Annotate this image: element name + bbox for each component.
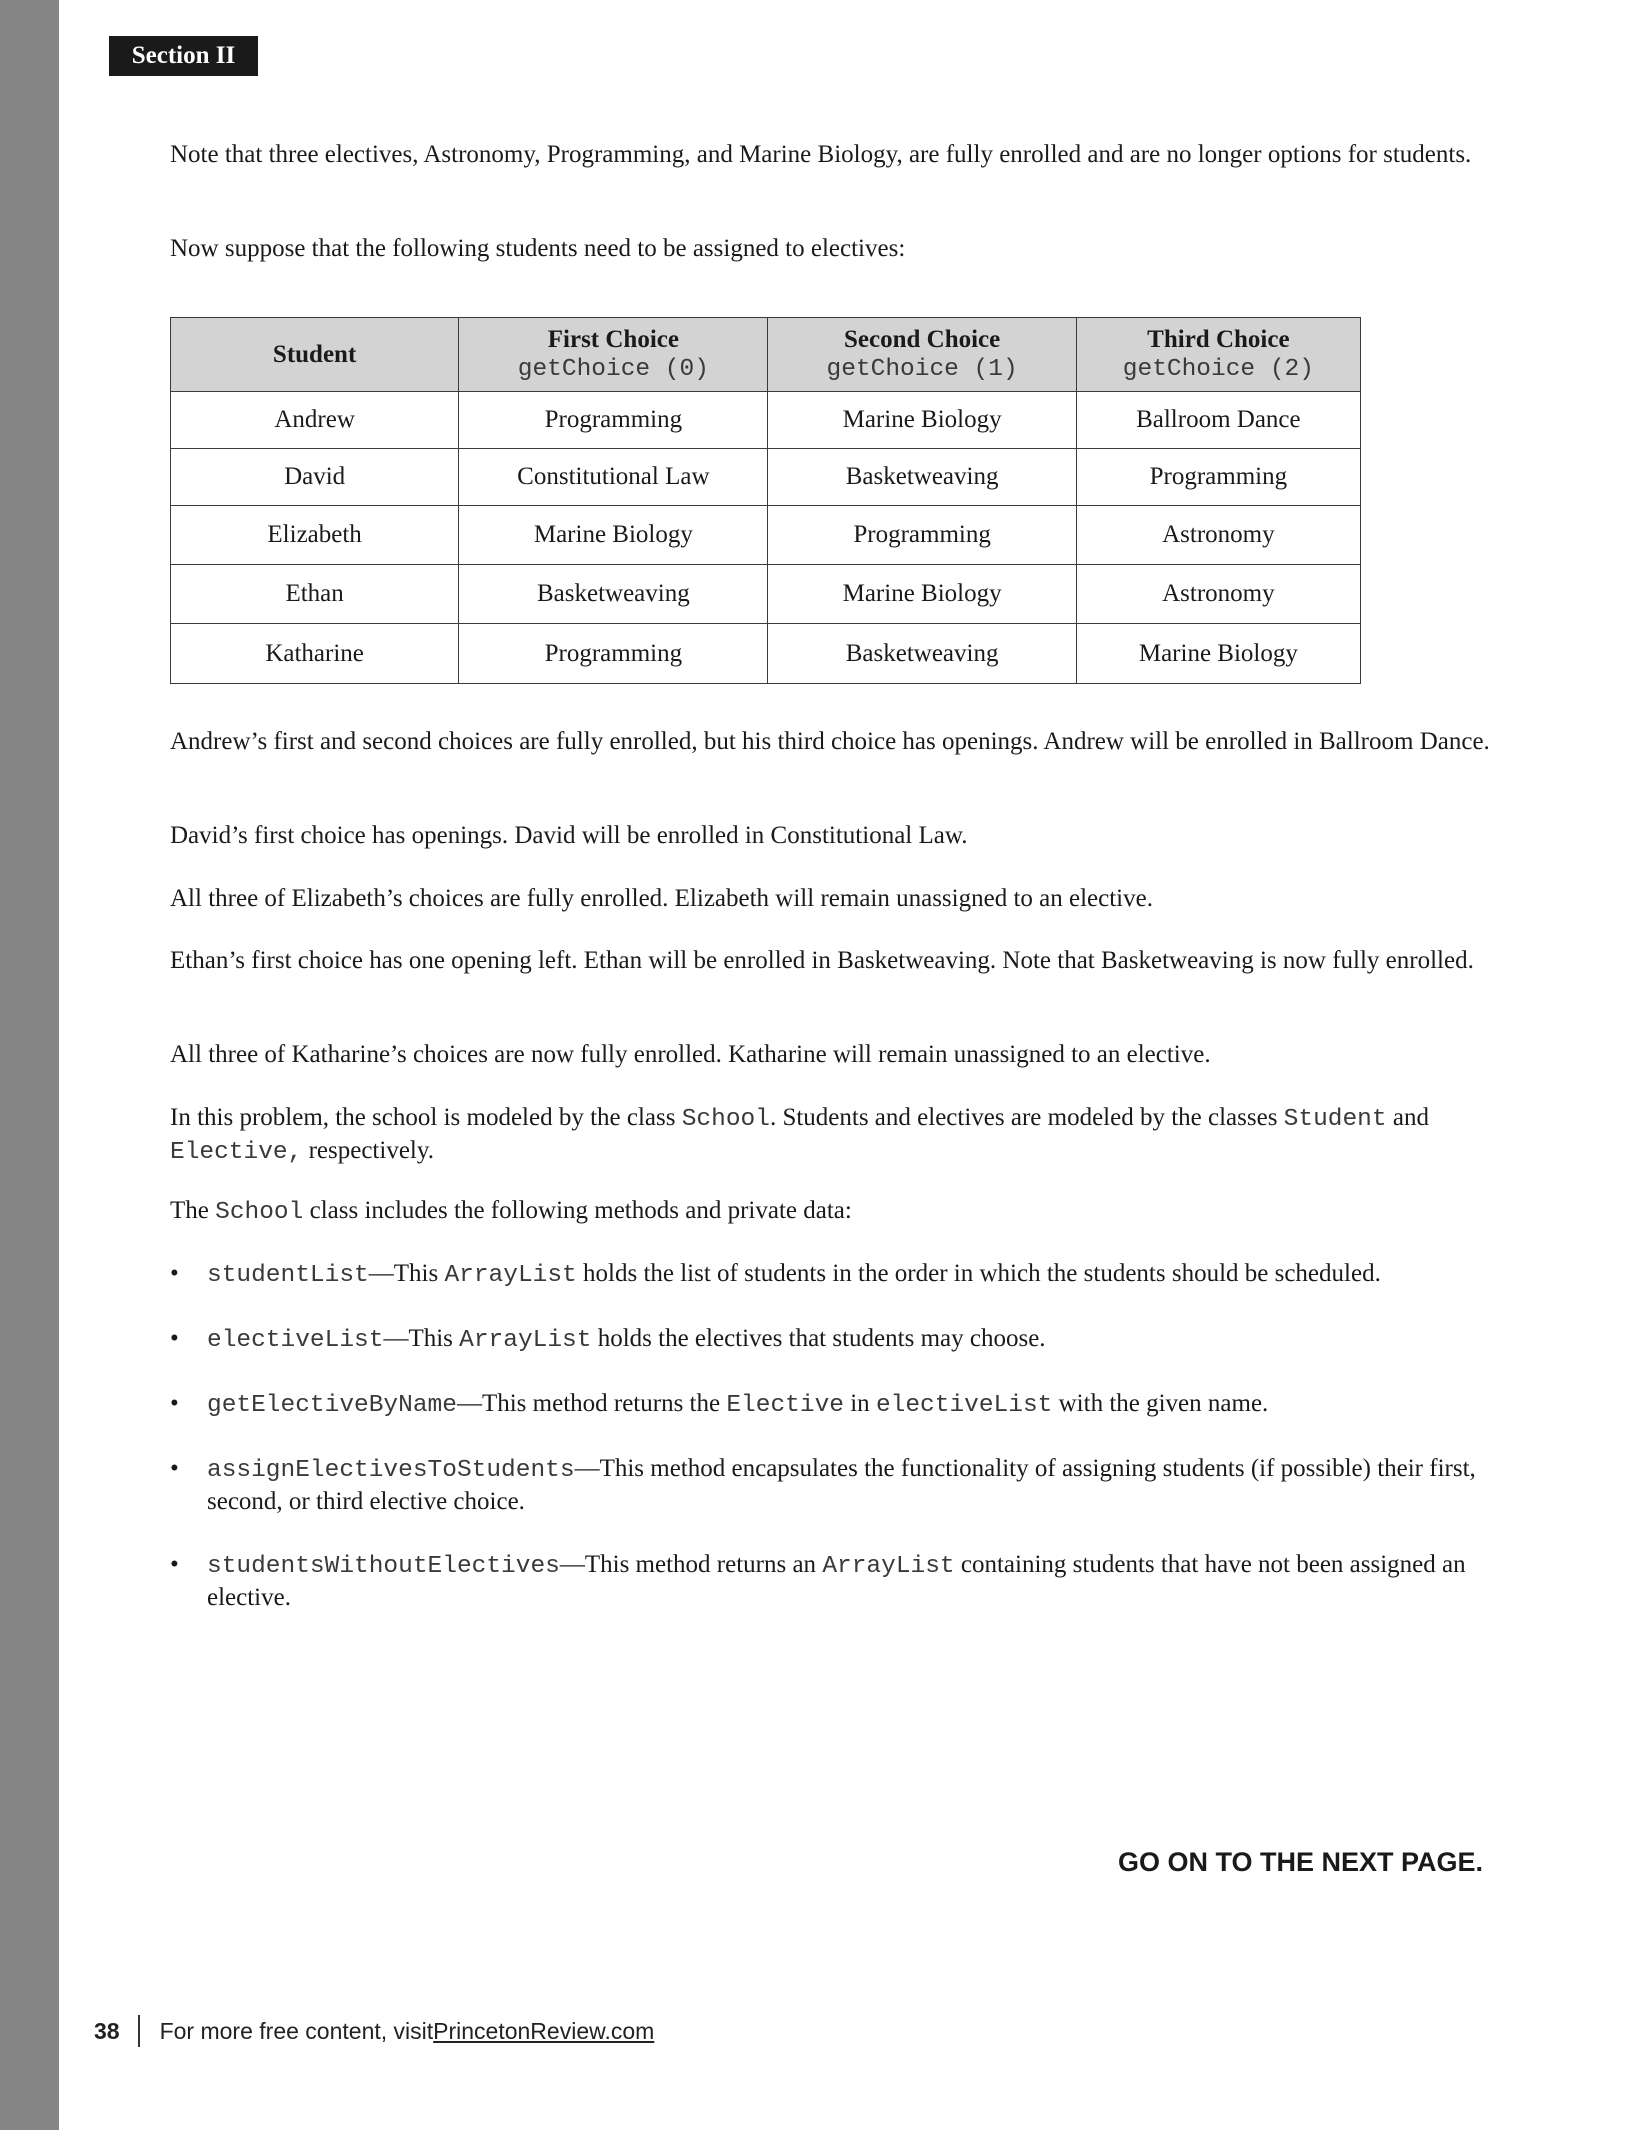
page-footer <box>94 2015 654 2047</box>
members-list <box>170 1258 1490 1645</box>
text: —This <box>383 1325 460 1352</box>
list-item <box>170 1453 1490 1517</box>
header-title: Student <box>272 340 357 368</box>
explanation-ethan: Ethan’s first choice has one opening left. Ethan will be enrolled in Basketweaving. Note that Basketweaving is now fully enrolled. <box>170 947 1474 974</box>
text: . Students and electives are modeled by the classes <box>769 1104 1284 1131</box>
table-cell: Astronomy <box>1076 565 1360 624</box>
text: The <box>170 1197 216 1224</box>
header-first-choice <box>459 318 768 392</box>
table-cell: Andrew <box>171 392 459 449</box>
code-student: Student <box>1283 1106 1387 1133</box>
table-cell: Basketweaving <box>768 449 1076 506</box>
table-row <box>171 449 1361 506</box>
header-code: getChoice (0) <box>517 355 709 383</box>
table-cell: Ballroom Dance <box>1076 392 1360 449</box>
header-title: First Choice <box>547 325 679 353</box>
code: ArrayList <box>444 1262 577 1289</box>
header-student <box>171 318 459 392</box>
bullet-icon: • <box>170 1551 179 1578</box>
table-cell: Ethan <box>171 565 459 624</box>
code-elective: Elective, <box>170 1139 303 1166</box>
bullet-icon: • <box>170 1325 179 1352</box>
text: holds the electives that students may choose. <box>591 1325 1046 1352</box>
princeton-review-link[interactable]: PrincetonReview.com <box>433 2017 655 2044</box>
table-cell: Programming <box>459 392 768 449</box>
table-row <box>171 624 1361 684</box>
text: —This method returns the <box>456 1390 727 1417</box>
table-cell: Programming <box>1076 449 1360 506</box>
page-gutter <box>0 0 59 2130</box>
table-cell: Programming <box>768 506 1076 565</box>
table-cell: Marine Biology <box>1076 624 1360 684</box>
footer-divider <box>138 2015 140 2047</box>
table-cell: Basketweaving <box>768 624 1076 684</box>
bullet-icon: • <box>170 1390 179 1417</box>
explanation-katharine: All three of Katharine’s choices are now fully enrolled. Katharine will remain unassigned to an elective. <box>170 1041 1211 1068</box>
table-cell: Marine Biology <box>459 506 768 565</box>
model-paragraph <box>170 1102 1490 1168</box>
header-code: getChoice (1) <box>826 355 1018 383</box>
code-school: School <box>215 1199 304 1226</box>
code-member: studentList <box>207 1262 369 1289</box>
table-cell: David <box>171 449 459 506</box>
table-cell: Constitutional Law <box>459 449 768 506</box>
text: —This method encapsulates the functionality of assigning students (if possible) their first, second, or third elective choice. <box>207 1455 1476 1515</box>
table-cell: Programming <box>459 624 768 684</box>
text: containing students that have not been assigned an elective. <box>207 1551 1466 1611</box>
next-page-label: GO ON TO THE NEXT PAGE. <box>1117 1847 1483 1877</box>
text: in <box>843 1390 876 1417</box>
code-member: assignElectivesToStudents <box>207 1457 575 1484</box>
bullet-icon: • <box>170 1455 179 1482</box>
text: In this problem, the school is modeled by the class <box>170 1104 682 1131</box>
explanation-elizabeth: All three of Elizabeth’s choices are fully enrolled. Elizabeth will remain unassigned to an elective. <box>170 885 1153 912</box>
footer-text: For more free content, visit <box>159 2017 434 2044</box>
table-row <box>171 392 1361 449</box>
header-title: Third Choice <box>1147 325 1290 353</box>
list-item <box>170 1258 1490 1291</box>
code: electiveList <box>875 1392 1053 1419</box>
header-third-choice <box>1076 318 1360 392</box>
code-member: studentsWithoutElectives <box>207 1553 560 1580</box>
intro-paragraph-2: Now suppose that the following students need to be assigned to electives: <box>170 235 906 262</box>
table-row <box>171 565 1361 624</box>
text: holds the list of students in the order in which the students should be scheduled. <box>576 1260 1381 1287</box>
header-second-choice <box>768 318 1076 392</box>
code-school: School <box>681 1106 770 1133</box>
page-number: 38 <box>94 2017 120 2044</box>
text: —This <box>368 1260 445 1287</box>
code-member: electiveList <box>207 1327 384 1354</box>
header-code: getChoice (2) <box>1122 355 1314 383</box>
intro-paragraph: Note that three electives, Astronomy, Programming, and Marine Biology, are fully enrolled and are no longer options for students. <box>170 141 1472 168</box>
header-title: Second Choice <box>843 325 1001 353</box>
list-item <box>170 1549 1490 1613</box>
table-header-row <box>171 318 1361 392</box>
table-cell: Elizabeth <box>171 506 459 565</box>
code: ArrayList <box>822 1553 955 1580</box>
text: with the given name. <box>1052 1390 1269 1417</box>
table-cell: Marine Biology <box>768 565 1076 624</box>
code: Elective <box>726 1392 844 1419</box>
electives-table <box>170 317 1361 684</box>
list-item <box>170 1388 1490 1421</box>
table-row <box>171 506 1361 565</box>
text: class includes the following methods and private data: <box>303 1197 852 1224</box>
table-cell: Astronomy <box>1076 506 1360 565</box>
text: and <box>1386 1104 1429 1131</box>
code: ArrayList <box>459 1327 592 1354</box>
explanation-andrew: Andrew’s first and second choices are fully enrolled, but his third choice has openings. Andrew will be enrolled in Ballroom Dance. <box>170 728 1490 755</box>
school-paragraph <box>170 1195 1490 1228</box>
bullet-icon: • <box>170 1260 179 1287</box>
table-cell: Katharine <box>171 624 459 684</box>
table-cell: Marine Biology <box>768 392 1076 449</box>
text: —This method returns an <box>559 1551 823 1578</box>
explanation-david: David’s first choice has openings. David will be enrolled in Constitutional Law. <box>170 822 968 849</box>
section-tab: Section II <box>109 36 258 76</box>
text: respectively. <box>302 1137 434 1164</box>
list-item <box>170 1323 1490 1356</box>
table-cell: Basketweaving <box>459 565 768 624</box>
code-member: getElectiveByName <box>207 1392 457 1419</box>
